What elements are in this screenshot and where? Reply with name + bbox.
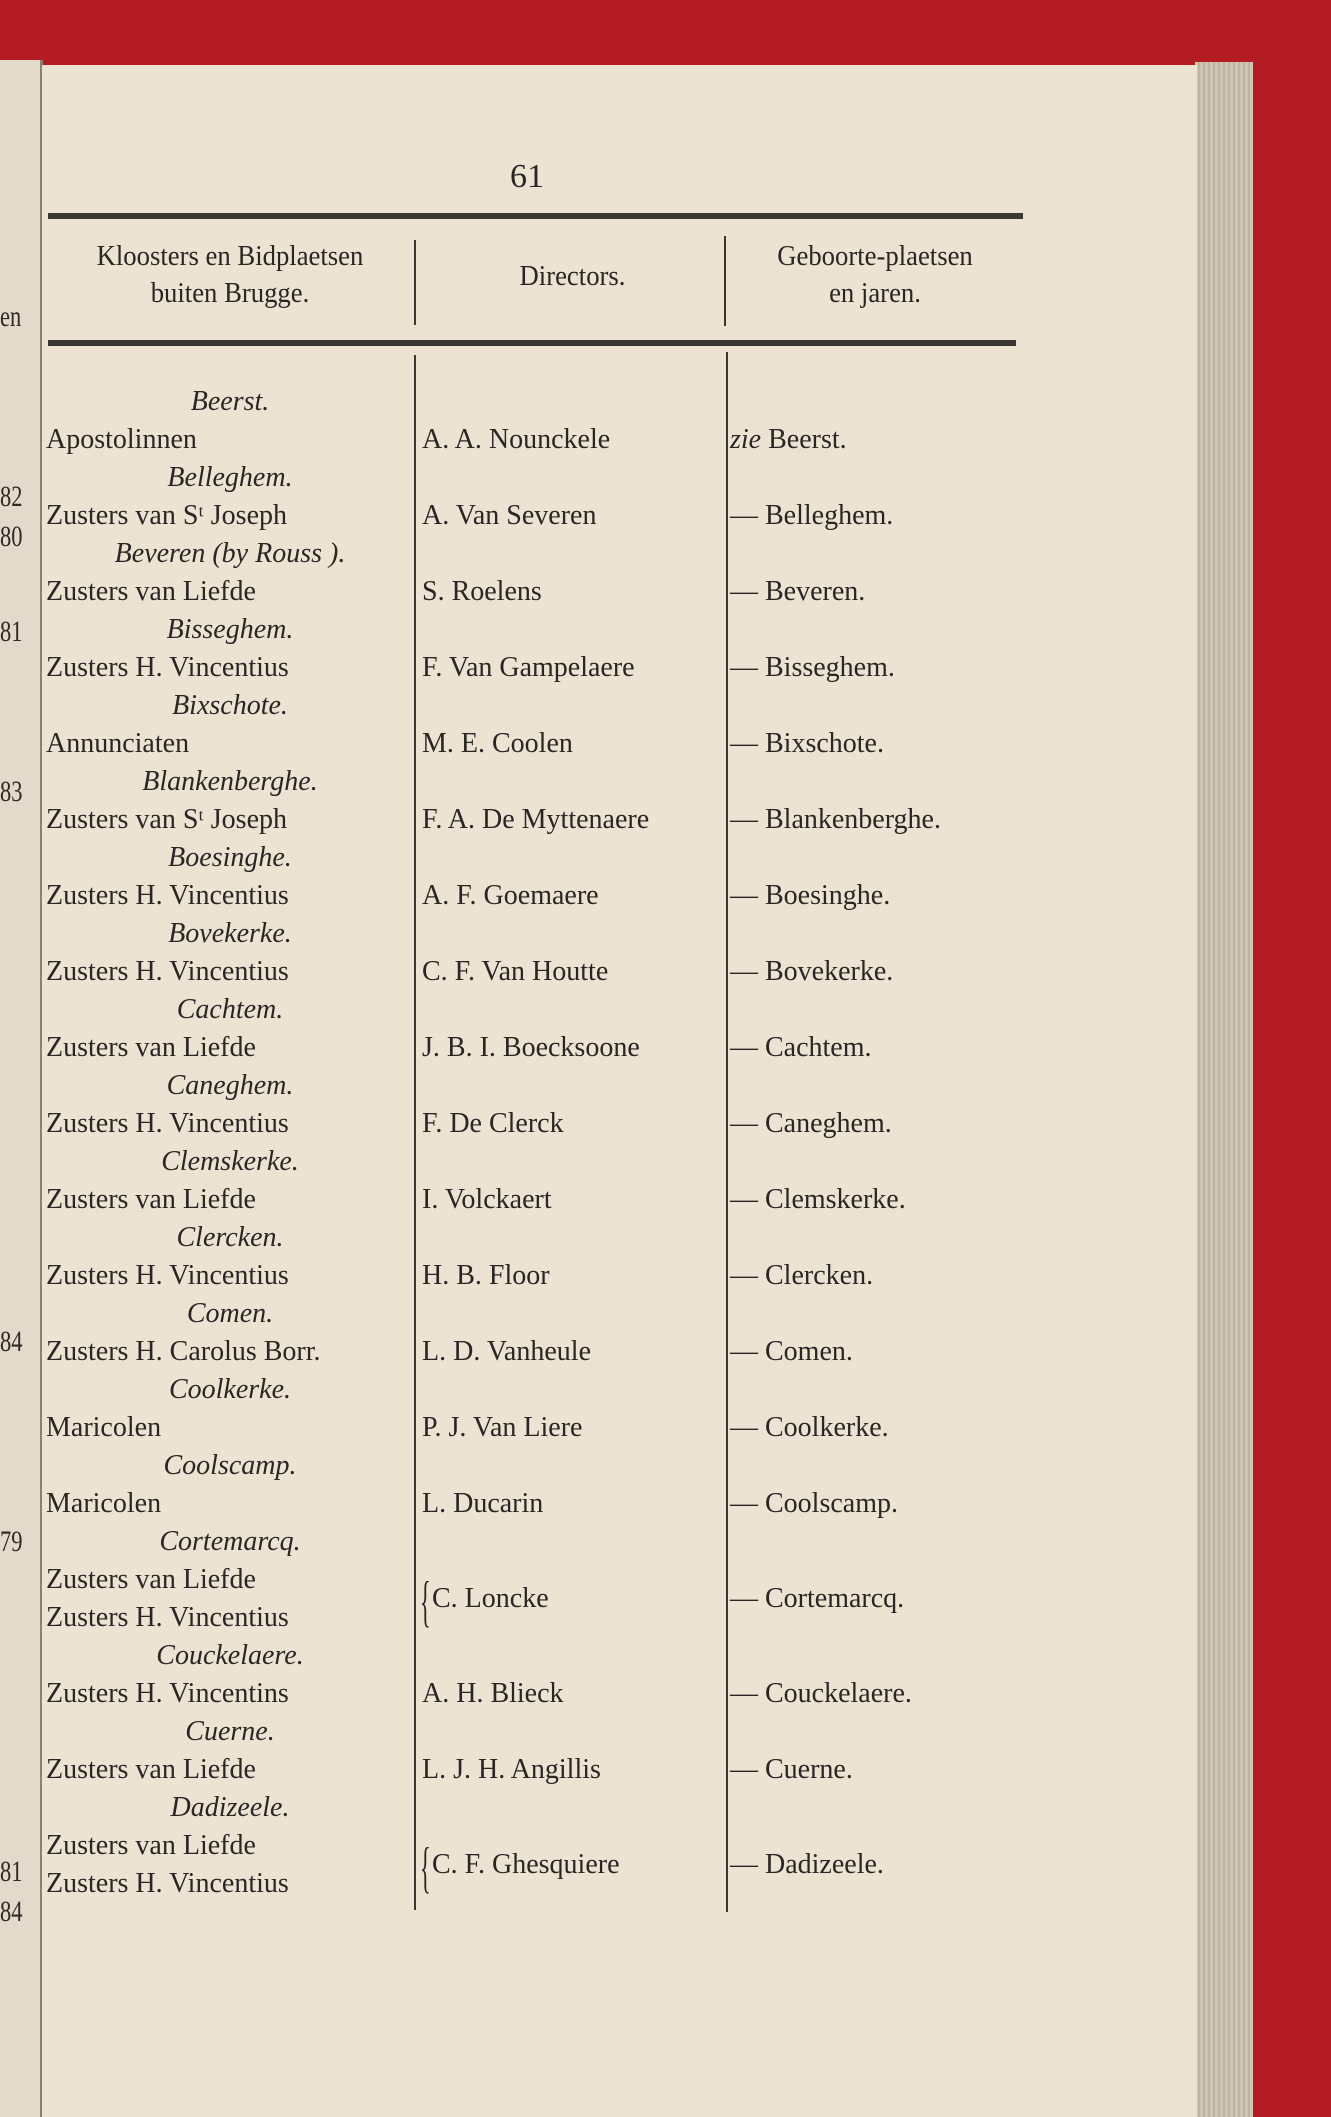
birthplace	[730, 1485, 898, 1523]
birthplace-prefix: —	[730, 1849, 758, 1880]
page-number: 61	[510, 158, 544, 195]
birthplace	[730, 1675, 912, 1713]
header-col3-line1: Geboorte-plaetsen	[777, 240, 973, 272]
header-bottom-rule	[48, 340, 1016, 346]
birthplace	[730, 725, 884, 763]
institution-name: Zusters van Liefde	[46, 1830, 256, 1861]
director-name: F. Van Gampelaere	[422, 652, 635, 683]
header-divider	[414, 240, 416, 325]
birthplace	[730, 877, 890, 915]
birthplace-name: Caneghem.	[765, 1108, 892, 1139]
birthplace-prefix: zie	[730, 424, 762, 455]
header-col-directors: Directors.	[519, 260, 626, 292]
place-heading: Beveren (by Rouss ).	[114, 538, 346, 569]
institution-name: Zusters H. Vincentius	[46, 880, 289, 911]
birthplace	[730, 1257, 873, 1295]
place-heading: Belleghem.	[167, 462, 293, 493]
place-heading: Bixschote.	[172, 690, 288, 721]
director-name: M. E. Coolen	[422, 728, 573, 759]
birthplace-name: Beveren.	[765, 576, 866, 607]
column-divider	[726, 352, 728, 1912]
birthplace	[730, 1029, 872, 1067]
previous-page-fragment: 81	[0, 615, 23, 648]
director-name: F. De Clerck	[422, 1108, 564, 1139]
institution-name: Zusters H. Carolus Borr.	[46, 1336, 321, 1367]
birthplace-prefix: —	[730, 1260, 758, 1291]
place-heading: Clemskerke.	[161, 1146, 299, 1177]
birthplace-name: Coolkerke.	[765, 1412, 889, 1443]
place-heading: Coolkerke.	[168, 1374, 292, 1405]
place-heading: Coolscamp.	[163, 1450, 297, 1481]
birthplace-name: Coolscamp.	[765, 1488, 898, 1519]
place-heading: Bisseghem.	[166, 614, 294, 645]
director-name: A. Van Severen	[422, 500, 597, 531]
place-heading: Blankenberghe.	[142, 766, 318, 797]
institution-name: Annunciaten	[46, 728, 190, 759]
birthplace	[730, 1580, 904, 1618]
birthplace-name: Bovekerke.	[765, 956, 894, 987]
birthplace-prefix: —	[730, 728, 758, 759]
place-heading: Dadizeele.	[170, 1792, 290, 1823]
birthplace-name: Bixschote.	[765, 728, 884, 759]
birthplace	[730, 801, 941, 839]
institution-name: Zusters H. Vincentins	[46, 1678, 289, 1709]
birthplace	[730, 953, 893, 991]
birthplace-name: Blankenberghe.	[765, 804, 941, 835]
header-col-institutions	[55, 238, 405, 312]
birthplace-prefix: —	[730, 804, 758, 835]
place-heading: Couckelaere.	[156, 1640, 304, 1671]
birthplace-prefix: —	[730, 576, 758, 607]
previous-page-fragment: 82	[0, 480, 23, 513]
institution-name: Maricolen	[46, 1488, 162, 1519]
birthplace-prefix: —	[730, 1583, 758, 1614]
institution-name: Zusters van Liefde	[46, 1032, 256, 1063]
director-name: S. Roelens	[422, 576, 542, 607]
place-heading: Beerst.	[190, 386, 270, 417]
previous-page-fragment: 84	[0, 1325, 23, 1358]
director-name: L. D. Vanheule	[422, 1336, 591, 1367]
birthplace-name: Beerst.	[768, 424, 847, 455]
birthplace-prefix: —	[730, 1336, 758, 1367]
place-heading: Comen.	[186, 1298, 274, 1329]
birthplace-name: Dadizeele.	[765, 1849, 884, 1880]
birthplace-name: Cuerne.	[765, 1754, 853, 1785]
header-col1-line2: buiten Brugge.	[150, 277, 310, 309]
previous-page-edge	[0, 60, 43, 2117]
column-divider	[414, 355, 416, 1910]
birthplace-prefix: —	[730, 1488, 758, 1519]
institution-name: Zusters H. Vincentius	[46, 1868, 289, 1899]
top-rule	[48, 213, 1023, 219]
director-name: F. A. De Myttenaere	[422, 804, 650, 835]
previous-page-fragment: en	[0, 300, 22, 333]
institution-name: Zusters H. Vincentius	[46, 956, 289, 987]
birthplace-name: Clercken.	[765, 1260, 874, 1291]
birthplace-prefix: —	[730, 1184, 758, 1215]
director-name: P. J. Van Liere	[422, 1412, 583, 1443]
institution-name: Zusters H. Vincentius	[46, 1602, 289, 1633]
previous-page-fragment: 81	[0, 1855, 23, 1888]
birthplace-name: Belleghem.	[765, 500, 894, 531]
header-col1-line1: Kloosters en Bidplaetsen	[96, 240, 364, 272]
birthplace-prefix: —	[730, 500, 758, 531]
birthplace-prefix: —	[730, 1754, 758, 1785]
director-name: C. F. Van Houtte	[422, 956, 609, 987]
institution-name: Zusters H. Vincentius	[46, 1108, 289, 1139]
place-heading: Cuerne.	[185, 1716, 275, 1747]
birthplace	[730, 1409, 889, 1447]
director-name: A. A. Nounckele	[422, 424, 611, 455]
birthplace-prefix: —	[730, 1412, 758, 1443]
birthplace	[730, 1846, 884, 1884]
director-name: J. B. I. Boecksoone	[422, 1032, 640, 1063]
previous-page-fragment: 83	[0, 775, 23, 808]
institution-name: Zusters H. Vincentius	[46, 652, 289, 683]
header-col3-line2: en jaren.	[829, 277, 921, 309]
previous-page-fragment: 79	[0, 1525, 23, 1558]
birthplace-name: Cachtem.	[765, 1032, 872, 1063]
birthplace	[730, 1105, 892, 1143]
birthplace-prefix: —	[730, 1678, 758, 1709]
birthplace-prefix: —	[730, 880, 758, 911]
birthplace-name: Cortemarcq.	[765, 1583, 905, 1614]
previous-page-fragment: 80	[0, 520, 23, 553]
place-heading: Cortemarcq.	[159, 1526, 301, 1557]
birthplace	[730, 573, 865, 611]
birthplace-prefix: —	[730, 1108, 758, 1139]
header-col-birthplaces	[742, 238, 1009, 312]
place-heading: Caneghem.	[166, 1070, 294, 1101]
birthplace-prefix: —	[730, 652, 758, 683]
institution-name: Apostolinnen	[46, 424, 197, 455]
birthplace	[730, 421, 847, 459]
birthplace	[730, 497, 893, 535]
institution-name: Zusters van Sᵗ Joseph	[46, 804, 288, 835]
place-heading: Boesinghe.	[168, 842, 292, 873]
birthplace	[730, 1333, 853, 1371]
director-name: C. Loncke	[432, 1583, 549, 1614]
institution-name: Zusters van Sᵗ Joseph	[46, 500, 288, 531]
director-name: I. Volckaert	[422, 1184, 552, 1215]
place-heading: Bovekerke.	[168, 918, 292, 949]
birthplace-prefix: —	[730, 956, 758, 987]
director-name: H. B. Floor	[422, 1260, 550, 1291]
brace-icon: {	[420, 1837, 431, 1899]
director-name: A. H. Blieck	[422, 1678, 564, 1709]
director-name: A. F. Goemaere	[422, 880, 599, 911]
institution-name: Maricolen	[46, 1412, 162, 1443]
director-name: L. Ducarin	[422, 1488, 544, 1519]
birthplace-name: Bisseghem.	[765, 652, 895, 683]
institution-name: Zusters H. Vincentius	[46, 1260, 289, 1291]
director-name: C. F. Ghesquiere	[432, 1849, 620, 1880]
birthplace-name: Clemskerke.	[765, 1184, 906, 1215]
institution-name: Zusters van Liefde	[46, 576, 256, 607]
birthplace-name: Couckelaere.	[765, 1678, 912, 1709]
header-divider	[724, 236, 726, 326]
birthplace	[730, 1181, 906, 1219]
place-heading: Cachtem.	[176, 994, 284, 1025]
birthplace-name: Boesinghe.	[765, 880, 891, 911]
birthplace	[730, 1751, 853, 1789]
institution-name: Zusters van Liefde	[46, 1564, 256, 1595]
previous-page-fragment: 84	[0, 1895, 23, 1928]
place-heading: Clercken.	[176, 1222, 284, 1253]
institution-name: Zusters van Liefde	[46, 1184, 256, 1215]
birthplace-name: Comen.	[765, 1336, 853, 1367]
director-name: L. J. H. Angillis	[422, 1754, 601, 1785]
birthplace	[730, 649, 895, 687]
institution-name: Zusters van Liefde	[46, 1754, 256, 1785]
brace-icon: {	[420, 1571, 431, 1633]
page-stack-edge	[1195, 62, 1253, 2117]
birthplace-prefix: —	[730, 1032, 758, 1063]
